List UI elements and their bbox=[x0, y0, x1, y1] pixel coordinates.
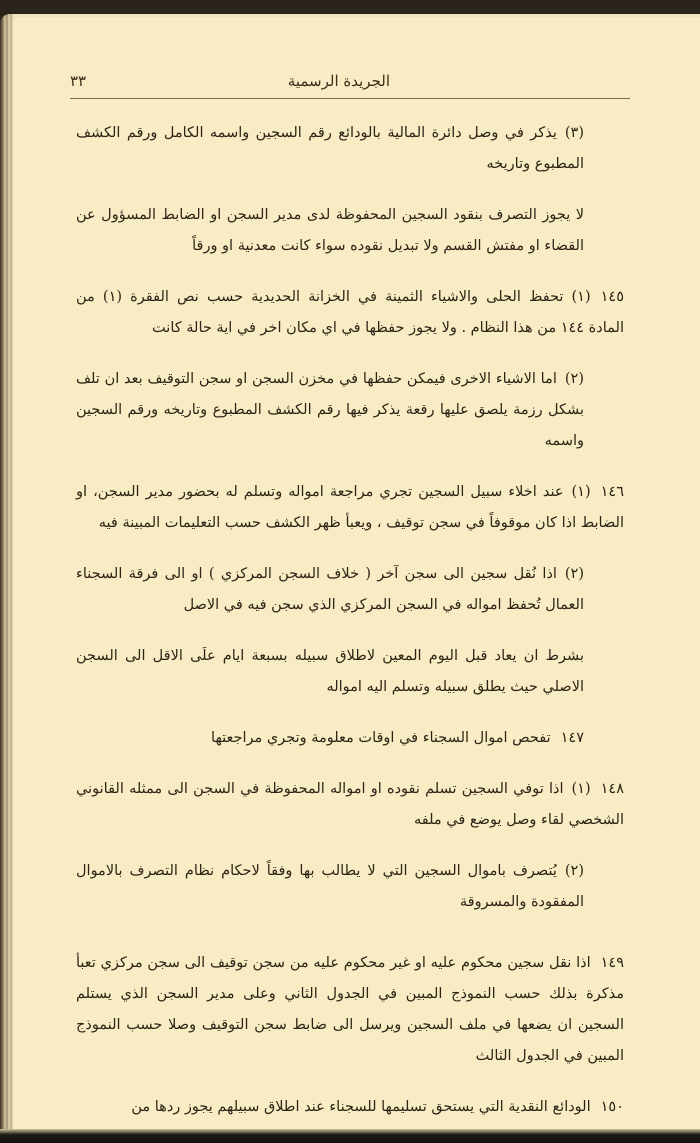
paragraph-no-disposal bbox=[76, 200, 624, 262]
paragraph-text: تحفظ الحلى والاشياء الثمينة في الخزانة الحديدية حسب نص الفقرة (١) من المادة ١٤٤ من هذا النظام . ولا يجوز حفظها في اي مكان اخر في اية حالة كانت bbox=[76, 289, 624, 336]
paragraph-145-1 bbox=[76, 282, 624, 344]
document-body bbox=[76, 118, 624, 1143]
paragraph-146-proviso bbox=[76, 641, 624, 703]
paragraph-146-1 bbox=[76, 477, 624, 539]
article-number: ١٥٠ bbox=[600, 1099, 624, 1115]
paragraph-149 bbox=[76, 948, 624, 1072]
article-number: ١٤٧ bbox=[560, 730, 584, 746]
paragraph-text: اما الاشياء الاخرى فيمكن حفظها في مخزن السجن او سجن التوقيف بعد ان تلف بشكل رزمة يلصق عليها رقعة يذكر فيها رقم الكشف المطبوع وتاريخه ورقم السجين واسمه bbox=[76, 371, 584, 449]
page-number: ٣٣ bbox=[70, 72, 87, 90]
paragraph-text: تفحص اموال السجناء في اوقات معلومة وتجري مراجعتها bbox=[211, 730, 551, 746]
paragraph-147 bbox=[76, 723, 624, 754]
paragraph-text: لا يجوز التصرف بنقود السجين المحفوظة لدى مدير السجن او الضابط المسؤول عن القضاء او مفتش القسم ولا تبديل نقوده سواء كانت معدنية او ورقاً bbox=[76, 207, 584, 254]
paragraph-text: اذا توفي السجين تسلم نقوده او امواله المحفوظة في السجن الى ممثله القانوني الشخصي لقاء وصل يوضع في ملفه bbox=[76, 781, 624, 828]
clause-number: (٢) bbox=[564, 566, 584, 582]
paragraph-text: الودائع النقدية التي يستحق تسليمها للسجناء عند اطلاق سبيلهم يجوز ردها من bbox=[131, 1099, 591, 1115]
paragraph-text: اذا نقل سجين محكوم عليه او غير محكوم عليه من سجن توقيف الى سجن مركزي تعبأ مذكرة بذلك حسب النموذج المبين في الجدول الثاني وعلى مدير السجن الذي يستلم السجين ان يضعها في ملف السجين ويرسل الى ضابط سجن التوقيف وصلا حسب النموذج المبين في الجدول الثالث bbox=[76, 955, 624, 1064]
paragraph-text: بشرط ان يعاد قبل اليوم المعين لاطلاق سبيله بسبعة ايام علَى الاقل الى السجن الاصلي حيث يطلق سبيله وتسلم اليه امواله bbox=[76, 648, 584, 695]
clause-number: (٢) bbox=[564, 371, 584, 387]
paragraph-144-3 bbox=[76, 118, 624, 180]
clause-number: (٢) bbox=[564, 863, 584, 879]
paragraph-145-2 bbox=[76, 364, 624, 457]
paragraph-text: اذا نُقل سجين الى سجن آخر ( خلاف السجن المركزي ) او الى فرقة السجناء العمال تُحفظ امواله في السجن المركزي الذي سجن فيه في الاصل bbox=[76, 566, 584, 613]
paragraph-148-1 bbox=[76, 774, 624, 836]
publication-title: الجريدة الرسمية bbox=[287, 72, 390, 90]
article-number: ١٤٦ bbox=[600, 484, 624, 500]
paragraph-text: يذكر في وصل دائرة المالية بالودائع رقم السجين واسمه الكامل ورقم الكشف المطبوع وتاريخه bbox=[76, 125, 584, 172]
paragraph-150 bbox=[76, 1092, 624, 1123]
clause-number: (١) bbox=[571, 781, 591, 797]
article-number: ١٤٥ bbox=[600, 289, 624, 305]
article-number: ١٤٩ bbox=[600, 955, 624, 971]
header-rule bbox=[70, 98, 630, 99]
paragraph-text: يُتصرف باموال السجين التي لا يطالب بها وفقاً لاحكام نظام التصرف بالاموال المفقودة والمسروقة bbox=[76, 863, 584, 910]
paragraph-146-2 bbox=[76, 559, 624, 621]
running-header bbox=[70, 72, 630, 98]
paragraph-text: عند اخلاء سبيل السجين تجري مراجعة امواله وتسلم له بحضور مدير السجن، او الضابط اذا كان موقوفاً في سجن توقيف ، ويعبأ ظهر الكشف حسب التعليمات المبينة فيه bbox=[76, 484, 624, 531]
paragraph-148-2 bbox=[76, 856, 624, 918]
clause-number: (١) bbox=[571, 289, 591, 305]
article-number: ١٤٨ bbox=[600, 781, 624, 797]
clause-number: (١) bbox=[571, 484, 591, 500]
clause-number: (٣) bbox=[564, 125, 584, 141]
